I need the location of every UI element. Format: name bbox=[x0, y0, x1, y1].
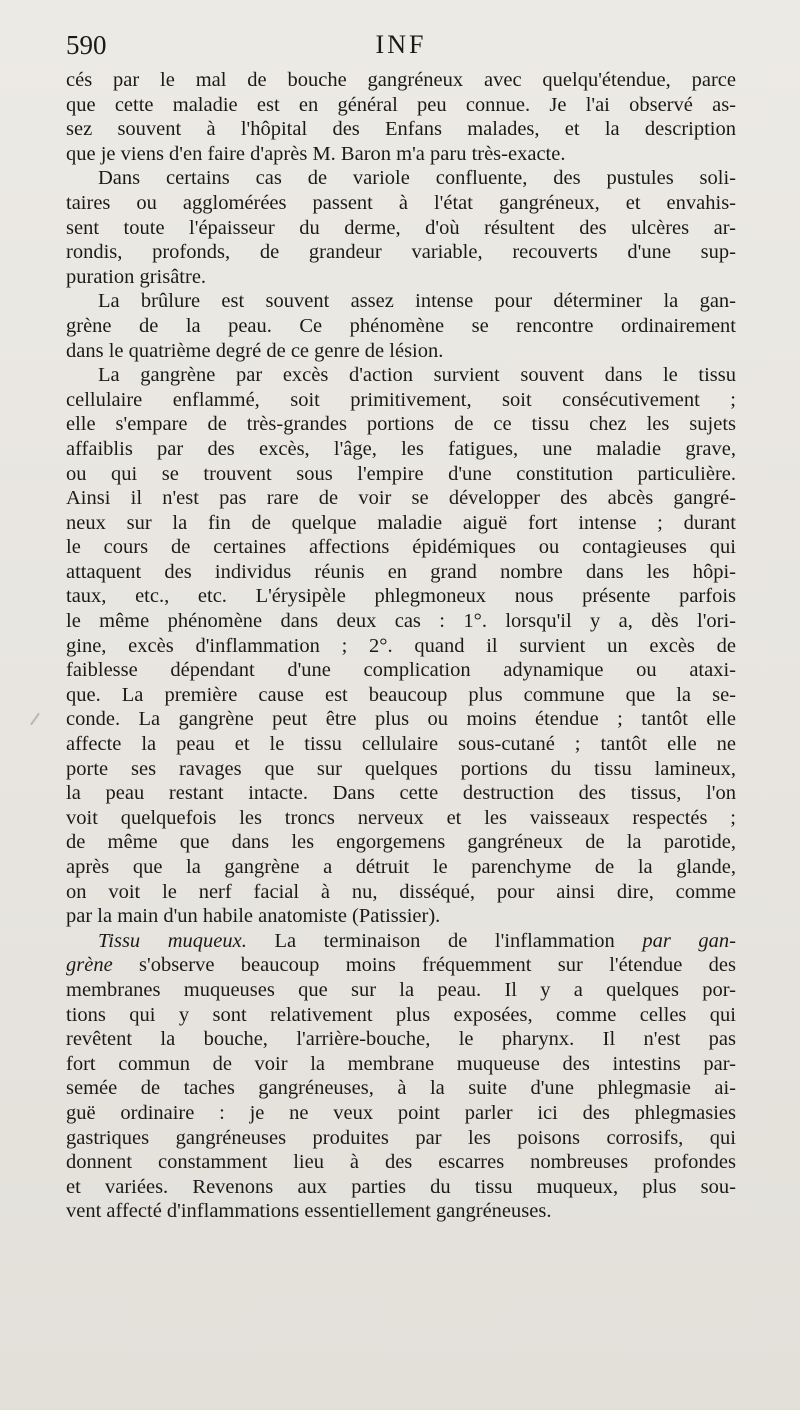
text-line bbox=[66, 1052, 736, 1077]
line-text: fort commun de voir la membrane muqueuse des intestins par- bbox=[66, 1052, 736, 1075]
page-header bbox=[66, 30, 736, 70]
text-line bbox=[66, 68, 736, 93]
line-text: gastriques gangréneuses produites par les poisons corrosifs, qui bbox=[66, 1126, 736, 1149]
text-line bbox=[66, 1076, 736, 1101]
text-line bbox=[66, 904, 736, 929]
line-text: cellulaire enflammé, soit primitivement, soit consécutivement ; bbox=[66, 388, 736, 411]
text-line bbox=[66, 978, 736, 1003]
line-text: s'observe beaucoup moins fréquemment sur l'étendue des bbox=[112, 954, 736, 977]
line-text: neux sur la fin de quelque maladie aiguë fort intense ; durant bbox=[66, 511, 736, 534]
text-line bbox=[66, 732, 736, 757]
line-text: voit quelquefois les troncs nerveux et les vaisseaux respectés ; bbox=[66, 806, 736, 829]
line-text: puration grisâtre. bbox=[66, 265, 207, 288]
scan-mark bbox=[30, 713, 40, 726]
line-text: le même phénomène dans deux cas : 1°. lorsqu'il y a, dès l'ori- bbox=[66, 610, 736, 633]
text-line bbox=[66, 535, 736, 560]
text-line bbox=[66, 880, 736, 905]
text-line bbox=[66, 1199, 736, 1224]
text-line bbox=[66, 1101, 736, 1126]
line-text: donnent constamment lieu à des escarres nombreuses profondes bbox=[66, 1151, 736, 1174]
line-text: attaquent des individus réunis en grand nombre dans les hôpi- bbox=[66, 560, 736, 583]
line-text: que cette maladie est en général peu connue. Je l'ai observé as- bbox=[66, 93, 736, 116]
line-text: porte ses ravages que sur quelques portions du tissu lamineux, bbox=[66, 757, 736, 780]
line-text: que je viens d'en faire d'après M. Baron m'a paru très-exacte. bbox=[66, 142, 566, 165]
line-text: on voit le nerf facial à nu, disséqué, pour ainsi dire, comme bbox=[66, 880, 736, 903]
text-line bbox=[66, 830, 736, 855]
text-line bbox=[66, 240, 736, 265]
line-text: La gangrène par excès d'action survient souvent dans le tissu bbox=[98, 364, 736, 387]
text-line bbox=[66, 289, 736, 314]
line-text: grène de la peau. Ce phénomène se rencontre ordinairement bbox=[66, 314, 736, 337]
italic-text: Tissu muqueux. bbox=[98, 929, 247, 952]
text-line bbox=[66, 584, 736, 609]
text-line bbox=[66, 437, 736, 462]
line-text: revêtent la bouche, l'arrière-bouche, le pharynx. Il n'est pas bbox=[66, 1028, 736, 1051]
text-line bbox=[66, 953, 736, 978]
line-text: elle s'empare de très-grandes portions de ce tissu chez les sujets bbox=[66, 413, 736, 436]
line-text: dans le quatrième degré de ce genre de lésion. bbox=[66, 339, 444, 362]
text-line bbox=[66, 929, 736, 954]
text-line bbox=[66, 855, 736, 880]
text-line bbox=[66, 142, 736, 167]
running-head: INF bbox=[375, 30, 427, 59]
italic-text: grène bbox=[66, 954, 113, 977]
text-line bbox=[66, 1003, 736, 1028]
text-line bbox=[66, 93, 736, 118]
line-text: sez souvent à l'hôpital des Enfans malades, et la description bbox=[66, 118, 736, 141]
text-line bbox=[66, 462, 736, 487]
body-text bbox=[66, 68, 736, 1224]
line-text: conde. La gangrène peut être plus ou moins étendue ; tantôt elle bbox=[66, 708, 736, 731]
line-text: par la main d'un habile anatomiste (Patissier). bbox=[66, 905, 441, 928]
text-line bbox=[66, 412, 736, 437]
text-line bbox=[66, 781, 736, 806]
text-line bbox=[66, 1027, 736, 1052]
text-line bbox=[66, 117, 736, 142]
text-line bbox=[66, 683, 736, 708]
line-text: ou qui se trouvent sous l'empire d'une constitution particulière. bbox=[66, 462, 736, 485]
line-text: tions qui y sont relativement plus exposées, comme celles qui bbox=[66, 1003, 736, 1026]
line-text: taires ou agglomérées passent à l'état gangréneux, et envahis- bbox=[66, 191, 736, 214]
text-line bbox=[66, 511, 736, 536]
text-line bbox=[66, 1126, 736, 1151]
text-line bbox=[66, 658, 736, 683]
text-line bbox=[66, 388, 736, 413]
line-text: taux, etc., etc. L'érysipèle phlegmoneux nous présente parfois bbox=[66, 585, 736, 608]
line-text: Ainsi il n'est pas rare de voir se développer des abcès gangré- bbox=[66, 487, 736, 510]
line-text: de même que dans les engorgemens gangréneux de la parotide, bbox=[66, 831, 736, 854]
text-line bbox=[66, 1150, 736, 1175]
line-text: membranes muqueuses que sur la peau. Il y a quelques por- bbox=[66, 978, 736, 1001]
line-text: semée de taches gangréneuses, à la suite d'une phlegmasie ai- bbox=[66, 1077, 736, 1100]
line-text: que. La première cause est beaucoup plus commune que la se- bbox=[66, 683, 736, 706]
text-line bbox=[66, 339, 736, 364]
line-text: gine, excès d'inflammation ; 2°. quand il survient un excès de bbox=[66, 634, 736, 657]
page-number: 590 bbox=[66, 30, 107, 60]
text-line bbox=[66, 560, 736, 585]
text-line bbox=[66, 1175, 736, 1200]
text-line bbox=[66, 265, 736, 290]
line-text: rondis, profonds, de grandeur variable, recouverts d'une sup- bbox=[66, 241, 736, 264]
line-text: Dans certains cas de variole confluente, des pustules soli- bbox=[98, 167, 736, 190]
text-line bbox=[66, 314, 736, 339]
text-line bbox=[66, 166, 736, 191]
line-text: guë ordinaire : je ne veux point parler ici des phlegmasies bbox=[66, 1101, 736, 1124]
line-text: vent affecté d'inflammations essentiellement gangréneuses. bbox=[66, 1200, 552, 1223]
line-text: sent toute l'épaisseur du derme, d'où résultent des ulcères ar- bbox=[66, 216, 736, 239]
italic-text: par gan- bbox=[642, 929, 736, 952]
line-text: faiblesse dépendant d'une complication adynamique ou ataxi- bbox=[66, 659, 736, 682]
line-text: affaiblis par des excès, l'âge, les fatigues, une maladie grave, bbox=[66, 437, 736, 460]
text-line bbox=[66, 634, 736, 659]
line-text: après que la gangrène a détruit le parenchyme de la glande, bbox=[66, 856, 736, 878]
text-line bbox=[66, 806, 736, 831]
text-line bbox=[66, 609, 736, 634]
line-text: la peau restant intacte. Dans cette destruction des tissus, l'on bbox=[66, 782, 736, 805]
line-text: La terminaison de l'inflammation bbox=[246, 929, 643, 952]
text-line bbox=[66, 363, 736, 388]
line-text: le cours de certaines affections épidémiques ou contagieuses qui bbox=[66, 536, 736, 559]
text-line bbox=[66, 757, 736, 782]
text-line bbox=[66, 707, 736, 732]
text-line bbox=[66, 486, 736, 511]
line-text: cés par le mal de bouche gangréneux avec quelqu'étendue, parce bbox=[66, 69, 736, 91]
line-text: et variées. Revenons aux parties du tissu muqueux, plus sou- bbox=[66, 1175, 736, 1198]
text-line bbox=[66, 216, 736, 241]
text-line bbox=[66, 191, 736, 216]
line-text: affecte la peau et le tissu cellulaire sous-cutané ; tantôt elle ne bbox=[66, 733, 736, 756]
line-text: La brûlure est souvent assez intense pour déterminer la gan- bbox=[98, 290, 736, 313]
